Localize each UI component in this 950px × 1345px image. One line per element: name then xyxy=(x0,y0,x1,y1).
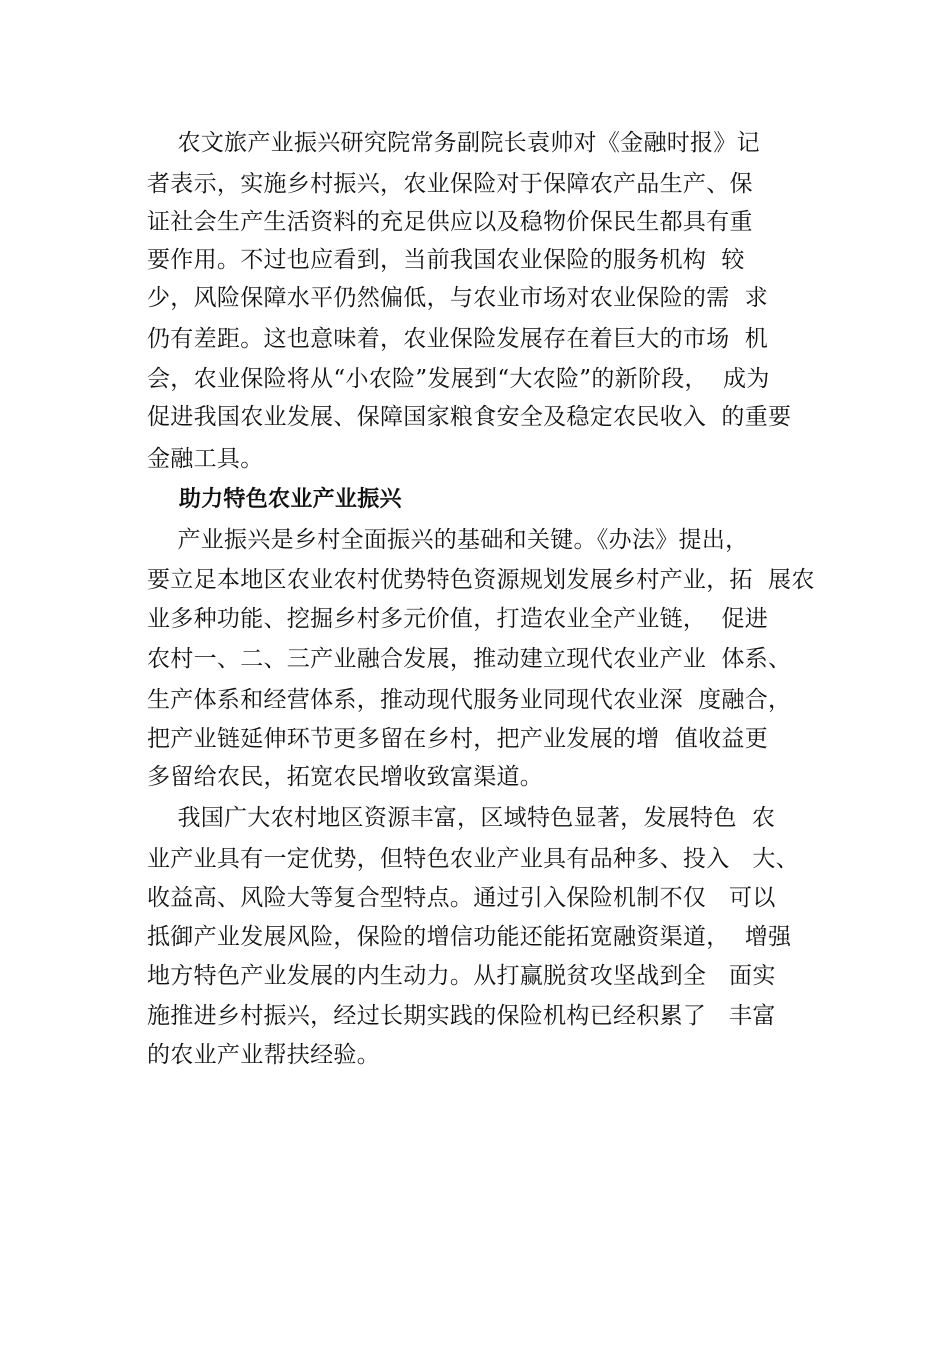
paragraph-1-line-8: 促进我国农业发展、保障国家粮食安全及稳定农民收入 的重要 xyxy=(147,404,792,430)
paragraph-3-line-3: 收益高、风险大等复合型特点。通过引入保险机制不仅 可以 xyxy=(147,885,776,911)
paragraph-2-line-3: 业多种功能、挖掘乡村多元价值，打造农业全产业链， 促进 xyxy=(147,606,769,632)
paragraph-1-line-1: 农文旅产业振兴研究院常务副院长袁帅对《金融时报》记 xyxy=(147,130,760,156)
paragraph-1-line-3: 证社会生产生活资料的充足供应以及稳物价保民生都具有重 xyxy=(147,209,753,235)
paragraph-2-line-5: 生产体系和经营体系，推动现代服务业同现代农业深 度融合， xyxy=(147,687,792,713)
paragraph-3-line-1: 我国广大农村地区资源丰富，区域特色显著，发展特色 农 xyxy=(147,805,776,831)
paragraph-3-line-4: 抵御产业发展风险，保险的增信功能还能拓宽融资渠道， 增强 xyxy=(147,924,792,950)
paragraph-2-line-1: 产业振兴是乡村全面振兴的基础和关键。《办法》提出， xyxy=(147,527,749,553)
section-heading: 助力特色农业产业振兴 xyxy=(147,487,402,512)
paragraph-1-line-7: 会，农业保险将从“小农险”发展到“大农险”的新阶段， 成为 xyxy=(147,366,770,392)
paragraph-1-line-6: 仍有差距。这也意味着，农业保险发展存在着巨大的市场 机 xyxy=(147,326,769,352)
paragraph-2-line-2: 要立足本地区农业农村优势特色资源规划发展乡村产业，拓 展农 xyxy=(147,567,815,593)
paragraph-3-line-7: 的农业产业帮扶经验。 xyxy=(147,1042,380,1068)
paragraph-3-line-5: 地方特色产业发展的内生动力。从打赢脱贫攻坚战到全 面实 xyxy=(147,963,776,989)
paragraph-1-line-2: 者表示，实施乡村振兴，农业保险对于保障农产品生产、保 xyxy=(147,171,753,197)
paragraph-3-line-6: 施推进乡村振兴，经过长期实践的保险机构已经积累了 丰富 xyxy=(147,1003,776,1029)
paragraph-2-line-4: 农村一、二、三产业融合发展，推动建立现代农业产业 体系、 xyxy=(147,646,792,672)
paragraph-2-line-6: 把产业链延伸环节更多留在乡村，把产业发展的增 值收益更 xyxy=(147,726,769,752)
paragraph-2-line-7: 多留给农民，拓宽农民增收致富渠道。 xyxy=(147,764,544,790)
paragraph-3-line-2: 业产业具有一定优势，但特色农业产业具有品种多、投入 大、 xyxy=(147,846,799,872)
paragraph-1-line-5: 少，风险保障水平仍然偏低，与农业市场对农业保险的需 求 xyxy=(147,285,769,311)
paragraph-1-line-9: 金融工具。 xyxy=(147,446,264,472)
paragraph-1-line-4: 要作用。不过也应看到，当前我国农业保险的服务机构 较 xyxy=(147,247,745,273)
